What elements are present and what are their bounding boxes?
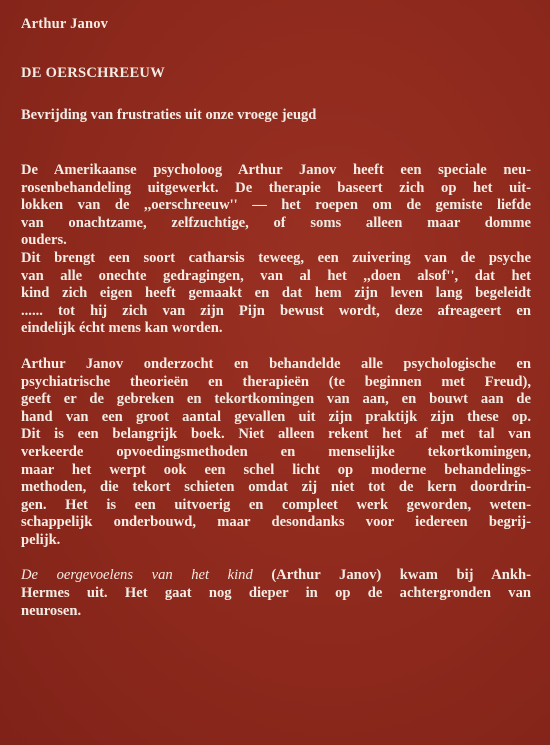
text-line: van onachtzame, zelfzuchtige, of soms alleen maar domme (21, 214, 531, 231)
text-line: De Amerikaanse psycholoog Arthur Janov heeft een speciale neu- (21, 162, 531, 178)
text-line: schappelijk onderbouwd, maar desondanks voor iedereen begrij- (21, 514, 531, 531)
paragraph-research (21, 356, 531, 550)
back-cover-text (21, 14, 531, 620)
text-line: verkeerde opvoedingsmethoden en menselijke tekortkomingen, (21, 443, 531, 460)
text-line (21, 567, 531, 585)
author-name: Arthur Janov (21, 16, 109, 32)
text-line: eindelijk écht mens kan worden. (21, 320, 223, 337)
text-line: neurosen. (21, 602, 82, 619)
book-subtitle: Bevrijding van frustraties uit onze vroege jeugd (21, 107, 317, 123)
related-book-line-rest: (Arthur Janov) kwam bij Ankh- (252, 567, 531, 584)
text-line: Hermes uit. Het gaat nog dieper in op de achtergronden van (21, 585, 531, 602)
text-line: Arthur Janov onderzocht en behandelde alle psychologische en (21, 355, 531, 372)
text-line: van alle onechte gedragingen, van al het ,,doen alsof'', dat het (21, 267, 531, 284)
text-line: Dit is een belangrijk boek. Niet alleen rekent het af met tal van (21, 426, 531, 443)
text-line: pelijk. (21, 531, 61, 548)
paragraph-intro (21, 162, 531, 250)
text-line: gen. Het is een uitvoerig en compleet werk geworden, weten- (21, 496, 531, 513)
text-line: hand van een groot aantal gevallen uit zijn praktijk zijn these op. (21, 408, 531, 425)
text-line: methoden, die tekort schieten omdat zij niet tot de kern doordrin- (21, 479, 531, 496)
text-line: geeft er de gebreken en tekortkomingen van aan, en bouwt aan de (21, 391, 531, 408)
text-line: ouders. (21, 232, 67, 249)
related-book-title: De oergevoelens van het kind (21, 567, 253, 584)
book-title: DE OERSCHREEUW (21, 65, 165, 81)
text-line: psychiatrische theorieën en therapieën (te beginnen met Freud), (21, 373, 531, 390)
text-line: ...... tot hij zich van zijn Pijn bewust wordt, deze afreageert en (21, 302, 531, 319)
text-line: kind zich eigen heeft gemaakt en dat hem zijn leven lang begeleidt (21, 285, 531, 302)
text-line: rosenbehandeling uitgewerkt. De therapie baseert zich op het uit- (21, 179, 531, 196)
text-line: maar het werpt ook een schel licht op moderne behandelings- (21, 461, 531, 478)
text-line: Dit brengt een soort catharsis teweeg, een zuivering van de psyche (21, 249, 531, 266)
paragraph-related-book (21, 567, 531, 620)
paragraph-catharsis (21, 250, 531, 338)
text-line: lokken van de ,,oerschreeuw'' — het roepen om de gemiste liefde (21, 197, 531, 214)
